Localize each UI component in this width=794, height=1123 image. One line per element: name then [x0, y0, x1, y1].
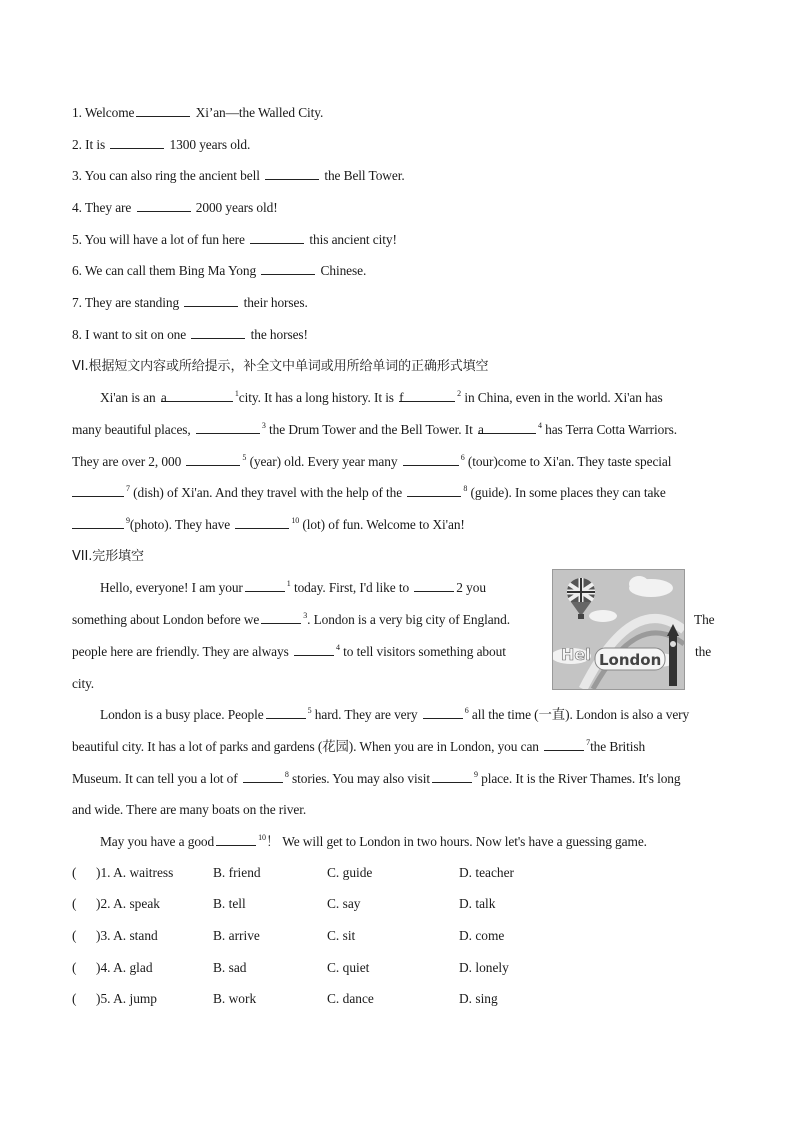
question-stem[interactable]: )2. A. speak [96, 896, 160, 911]
passage-7-line-7: Museum. It can tell you a lot of $^8$ stories. You may also visit $^9$ place. It is the River Thames. It's long [72, 770, 681, 786]
passage-7-line-8: and wide. There are many boats on the river. [72, 802, 307, 817]
passage-6-line-4: $^7$ (dish) of Xi'an. And they travel with the help of the $^8$ (guide). In some places they can take [72, 484, 666, 502]
option-d[interactable]: D. come [459, 928, 505, 943]
section-7-heading: VII.完形填空 [72, 549, 144, 564]
passage-7-line-6: beautiful city. It has a lot of parks and gardens (花园). When you are in London, you can $^7$the British [72, 738, 646, 754]
answer-blank[interactable] [216, 833, 256, 846]
item-8: 8. I want to sit on one the horses! [72, 327, 308, 342]
passage-7-line-5: London is a busy place. People $^5$ hard. They are very $^6$ all the time (一直). London is also a very [100, 706, 690, 722]
option-b[interactable]: B. tell [213, 896, 246, 911]
option-c[interactable]: C. sit [327, 928, 356, 943]
answer-blank[interactable] [110, 136, 164, 149]
answer-blank[interactable] [266, 706, 306, 719]
passage-6-line-3: They are over 2, 000 $^5$ (year) old. Every year many $^6$ (tour)come to Xi'an. They taste special [72, 453, 672, 469]
option-c[interactable]: C. dance [327, 991, 374, 1006]
answer-blank[interactable] [250, 231, 304, 244]
answer-blank[interactable] [72, 484, 124, 497]
passage-7-line-2-end: The [694, 612, 715, 627]
question-stem[interactable]: )3. A. stand [96, 928, 158, 943]
passage-6-line-2: many beautiful places, $^3$ the Drum Tower and the Bell Tower. It a $^4$ has Terra Cotta Warriors. [72, 421, 677, 437]
item-4: 4. They are 2000 years old! [72, 200, 278, 215]
passage-7-line-1: Hello, everyone! I am your $^1$ today. First, I'd like to 2 you [100, 579, 486, 595]
option-c[interactable]: C. say [327, 896, 361, 911]
answer-blank[interactable] [544, 738, 584, 751]
answer-blank[interactable] [265, 167, 319, 180]
answer-blank[interactable] [235, 516, 289, 529]
answer-blank[interactable] [245, 579, 285, 592]
item-1: 1. Welcome Xi’an—the Walled City. [72, 105, 324, 120]
question-stem[interactable]: )5. A. jump [96, 991, 158, 1006]
london-picture-icon [553, 570, 684, 689]
answer-paren[interactable]: ( [72, 960, 77, 975]
option-b[interactable]: B. work [213, 991, 257, 1006]
answer-blank[interactable]: f [399, 389, 455, 402]
option-d[interactable]: D. teacher [459, 865, 515, 880]
answer-blank[interactable] [243, 770, 283, 783]
passage-7-line-3-end: the [695, 644, 712, 659]
option-d[interactable]: D. sing [459, 991, 498, 1006]
answer-blank[interactable]: a [161, 389, 233, 402]
london-illustration [552, 569, 685, 690]
option-b[interactable]: B. arrive [213, 928, 260, 943]
passage-7-line-4: city. [72, 676, 95, 691]
answer-paren[interactable]: ( [72, 896, 77, 911]
answer-blank[interactable] [423, 706, 463, 719]
option-d[interactable]: D. lonely [459, 960, 509, 975]
svg-text:London: London [599, 651, 662, 669]
answer-paren[interactable]: ( [72, 991, 77, 1006]
answer-blank[interactable] [261, 611, 301, 624]
option-b[interactable]: B. friend [213, 865, 261, 880]
answer-blank[interactable] [186, 453, 240, 466]
passage-7-line-9: May you have a good $^{10}$！ We will get to London in two hours. Now let's have a guessing game. [100, 833, 647, 849]
passage-6-line-5: $^9$(photo). They have $^{10}$ (lot) of fun. Welcome to Xi'an! [72, 516, 465, 534]
item-5: 5. You will have a lot of fun here this ancient city! [72, 232, 397, 247]
answer-paren[interactable]: ( [72, 865, 77, 880]
answer-blank[interactable] [432, 770, 472, 783]
answer-blank[interactable] [294, 643, 334, 656]
answer-blank[interactable] [407, 484, 461, 497]
answer-blank[interactable] [196, 421, 260, 434]
option-c[interactable]: C. guide [327, 865, 373, 880]
answer-blank[interactable] [414, 579, 454, 592]
answer-blank[interactable] [136, 104, 190, 117]
item-3: 3. You can also ring the ancient bell the Bell Tower. [72, 168, 405, 183]
question-stem[interactable]: )1. A. waitress [96, 865, 174, 880]
question-stem[interactable]: )4. A. glad [96, 960, 153, 975]
section-6-heading: VI.根据短文内容或所给提示，补全文中单词或用所给单词的正确形式填空 [72, 359, 489, 374]
passage-7-line-3: people here are friendly. They are always $^4$ to tell visitors something about [72, 643, 506, 659]
option-b[interactable]: B. sad [213, 960, 247, 975]
answer-blank[interactable] [184, 294, 238, 307]
answer-blank[interactable] [261, 262, 315, 275]
option-c[interactable]: C. quiet [327, 960, 370, 975]
answer-blank[interactable] [137, 199, 191, 212]
answer-paren[interactable]: ( [72, 928, 77, 943]
answer-blank[interactable] [403, 453, 459, 466]
passage-7-line-2: something about London before we $^3$. London is a very big city of England. [72, 611, 510, 627]
answer-blank[interactable]: a [478, 421, 536, 434]
option-d[interactable]: D. talk [459, 896, 496, 911]
svg-text:Hel: Hel [561, 645, 591, 664]
passage-6-line-1: Xi'an is an a $^1$city. It has a long history. It is f $^2$ in China, even in the world. Xi'an has [100, 389, 663, 405]
item-7: 7. They are standing their horses. [72, 295, 308, 310]
item-6: 6. We can call them Bing Ma Yong Chinese. [72, 263, 367, 278]
answer-blank[interactable] [72, 516, 124, 529]
answer-blank[interactable] [191, 326, 245, 339]
item-2: 2. It is 1300 years old. [72, 137, 251, 152]
